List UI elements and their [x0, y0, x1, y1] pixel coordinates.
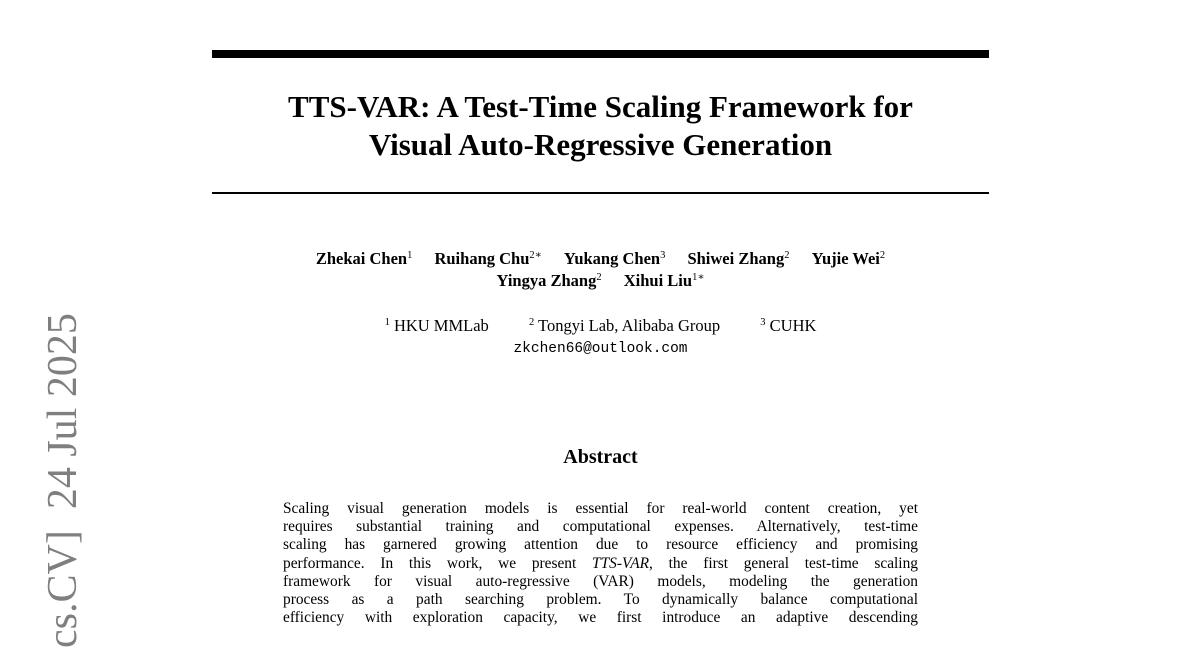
arxiv-date: 24 Jul 2025 — [40, 313, 86, 510]
author — [434, 249, 541, 268]
affiliation — [385, 316, 489, 335]
abstract-heading: Abstract — [563, 446, 638, 468]
abstract-line-text: , the first general test-time scaling — [649, 554, 918, 572]
affiliation — [760, 316, 816, 335]
title-top-rule — [212, 50, 989, 58]
affiliation — [529, 316, 720, 335]
abstract-line: Scaling visual generation models is essential for real-world content creation, yet — [283, 500, 918, 517]
title-bottom-rule — [212, 192, 989, 194]
abstract-line: requires substantial training and computational expenses. Alternatively, test-time — [283, 518, 918, 536]
paper-title — [212, 88, 989, 164]
method-name: TTS-VAR — [592, 554, 650, 572]
author — [564, 249, 665, 268]
author — [497, 271, 602, 290]
affiliation-name: HKU MMLab — [393, 316, 489, 335]
authors-line-1 — [212, 248, 989, 270]
affiliation-mark: 1 — [384, 317, 390, 328]
abstract-line: efficiency with exploration capacity, we first introduce an adaptive descending — [283, 609, 918, 627]
author — [316, 249, 412, 268]
contact-email[interactable]: zkchen66@outlook.com — [513, 341, 688, 357]
abstract-line — [283, 555, 918, 573]
title-line-1: TTS-VAR: A Test-Time Scaling Framework for — [288, 89, 913, 124]
affiliation-list — [212, 315, 989, 337]
arxiv-category: cs.CV] — [40, 530, 86, 648]
author — [624, 271, 705, 290]
title-line-2: Visual Auto-Regressive Generation — [368, 127, 833, 162]
arxiv-stamp — [42, 313, 84, 648]
author-affiliation-mark: 2 — [879, 250, 886, 261]
author-affiliation-mark: 3 — [660, 250, 666, 261]
author-affiliation-mark: 2 — [596, 272, 602, 283]
affiliation-name: Tongyi Lab, Alibaba Group — [538, 316, 721, 335]
affiliation-name: CUHK — [769, 316, 817, 335]
author-name: Yukang Chen — [563, 249, 661, 268]
abstract-line: scaling has garnered growing attention due to resource efficiency and promising — [283, 536, 918, 554]
abstract-line-text: performance. In this work, we present — [283, 554, 577, 572]
author — [812, 249, 886, 268]
author-name: Yujie Wei — [811, 249, 880, 268]
author-name: Xihui Liu — [623, 271, 693, 290]
affiliation-mark: 2 — [528, 317, 535, 328]
author-affiliation-mark: 2 — [784, 250, 790, 261]
abstract-body — [283, 500, 918, 627]
author-name: Zhekai Chen — [315, 249, 408, 268]
abstract-line: process as a path searching problem. To dynamically balance computational — [283, 591, 918, 609]
author-name: Ruihang Chu — [434, 249, 530, 268]
author-affiliation-mark: 1∗ — [692, 272, 705, 283]
author-list — [212, 248, 989, 292]
author — [687, 249, 789, 268]
authors-line-2 — [212, 270, 989, 292]
affiliation-mark: 3 — [760, 317, 766, 328]
author-name: Yingya Zhang — [496, 271, 597, 290]
abstract-line: framework for visual auto-regressive (VAR) models, modeling the generation — [283, 572, 918, 590]
author-name: Shiwei Zhang — [687, 249, 785, 268]
author-affiliation-mark: 2∗ — [529, 250, 542, 261]
author-affiliation-mark: 1 — [407, 250, 413, 261]
